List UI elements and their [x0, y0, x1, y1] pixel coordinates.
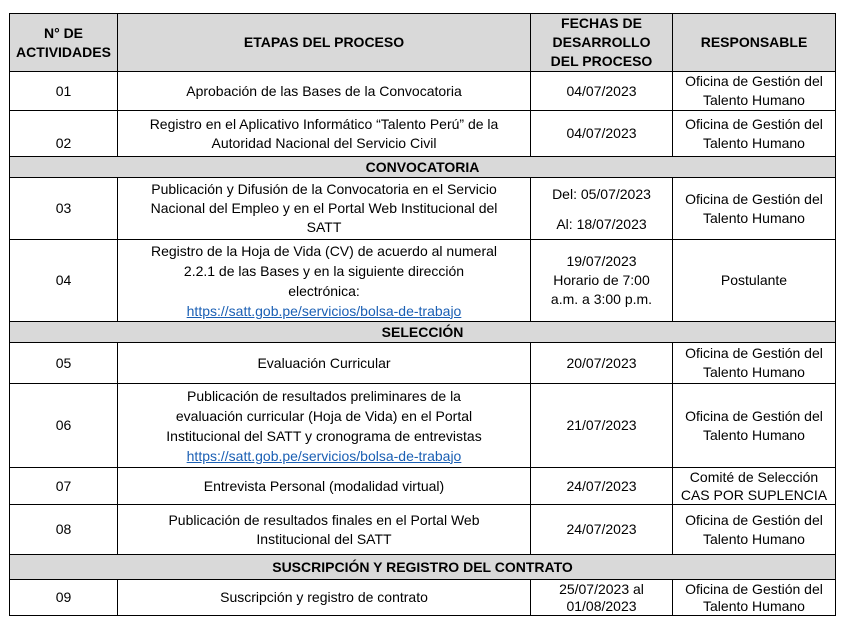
row-responsible: Oficina de Gestión del Talento Humano [673, 111, 836, 157]
row-num: 09 [10, 580, 118, 616]
row-num: 03 [10, 178, 118, 240]
row-stage: Registro de la Hoja de Vida (CV) de acuerdo al numeral 2.2.1 de las Bases y en la siguiente dirección electrónica: https://satt.gob.pe/servicios/bolsa-de-trabajo [118, 240, 531, 322]
table-row [10, 384, 836, 468]
row-date: 04/07/2023 [531, 111, 673, 157]
row-date: 24/07/2023 [531, 468, 673, 505]
row-responsible: Comité de Selección CAS POR SUPLENCIA [673, 468, 836, 505]
section-suscripcion: SUSCRIPCIÓN Y REGISTRO DEL CONTRATO [10, 555, 836, 580]
row-stage: Evaluación Curricular [118, 343, 531, 384]
row-responsible: Oficina de Gestión del Talento Humano [673, 343, 836, 384]
row-stage: Aprobación de las Bases de la Convocatoria [118, 72, 531, 111]
row-date: 20/07/2023 [531, 343, 673, 384]
table-row [10, 343, 836, 384]
bolsa-de-trabajo-link[interactable]: https://satt.gob.pe/servicios/bolsa-de-trabajo [186, 302, 462, 319]
row-num: 06 [10, 384, 118, 468]
row-date: 19/07/2023 Horario de 7:00 a.m. a 3:00 p.m. [531, 240, 673, 322]
row-responsible: Oficina de Gestión del Talento Humano [673, 580, 836, 616]
schedule-table [9, 13, 836, 616]
row-num: 04 [10, 240, 118, 322]
row-date: 24/07/2023 [531, 505, 673, 555]
row-responsible: Postulante [673, 240, 836, 322]
row-stage: Registro en el Aplicativo Informático “Talento Perú” de la Autoridad Nacional del Servicio Civil [118, 111, 531, 157]
header-num: N° DE ACTIVIDADES [10, 14, 118, 72]
header-responsible: RESPONSABLE [673, 14, 836, 72]
row-date: 04/07/2023 [531, 72, 673, 111]
header-dates: FECHAS DE DESARROLLO DEL PROCESO [531, 14, 673, 72]
table-row [10, 72, 836, 111]
row-num: 01 [10, 72, 118, 111]
row-stage: Publicación de resultados finales en el Portal Web Institucional del SATT [118, 505, 531, 555]
table-row [10, 580, 836, 616]
row-date: 21/07/2023 [531, 384, 673, 468]
row-date: Del: 05/07/2023 Al: 18/07/2023 [531, 178, 673, 240]
table-row [10, 178, 836, 240]
row-responsible: Oficina de Gestión del Talento Humano [673, 384, 836, 468]
row-num: 02 [10, 111, 118, 157]
row-responsible: Oficina de Gestión del Talento Humano [673, 505, 836, 555]
row-num: 07 [10, 468, 118, 505]
row-num: 08 [10, 505, 118, 555]
row-stage: Publicación de resultados preliminares de la evaluación curricular (Hoja de Vida) en el Portal Institucional del SATT y cronograma de entrevistas https://satt.gob.pe/servicios/bolsa-de-trabajo [118, 384, 531, 468]
table-row [10, 240, 836, 322]
section-row [10, 322, 836, 343]
row-stage: Entrevista Personal (modalidad virtual) [118, 468, 531, 505]
bolsa-de-trabajo-link[interactable]: https://satt.gob.pe/servicios/bolsa-de-trabajo [186, 447, 462, 464]
section-row [10, 157, 836, 178]
row-responsible: Oficina de Gestión del Talento Humano [673, 178, 836, 240]
table-row [10, 505, 836, 555]
header-row [10, 14, 836, 72]
row-stage: Publicación y Difusión de la Convocatoria en el Servicio Nacional del Empleo y en el Portal Web Institucional del SATT [118, 178, 531, 240]
table-row [10, 468, 836, 505]
row-stage: Suscripción y registro de contrato [118, 580, 531, 616]
section-convocatoria: CONVOCATORIA [10, 157, 836, 178]
section-row [10, 555, 836, 580]
section-seleccion: SELECCIÓN [10, 322, 836, 343]
header-stage: ETAPAS DEL PROCESO [118, 14, 531, 72]
row-responsible: Oficina de Gestión del Talento Humano [673, 72, 836, 111]
table-row [10, 111, 836, 157]
row-num: 05 [10, 343, 118, 384]
row-date: 25/07/2023 al 01/08/2023 [531, 580, 673, 616]
